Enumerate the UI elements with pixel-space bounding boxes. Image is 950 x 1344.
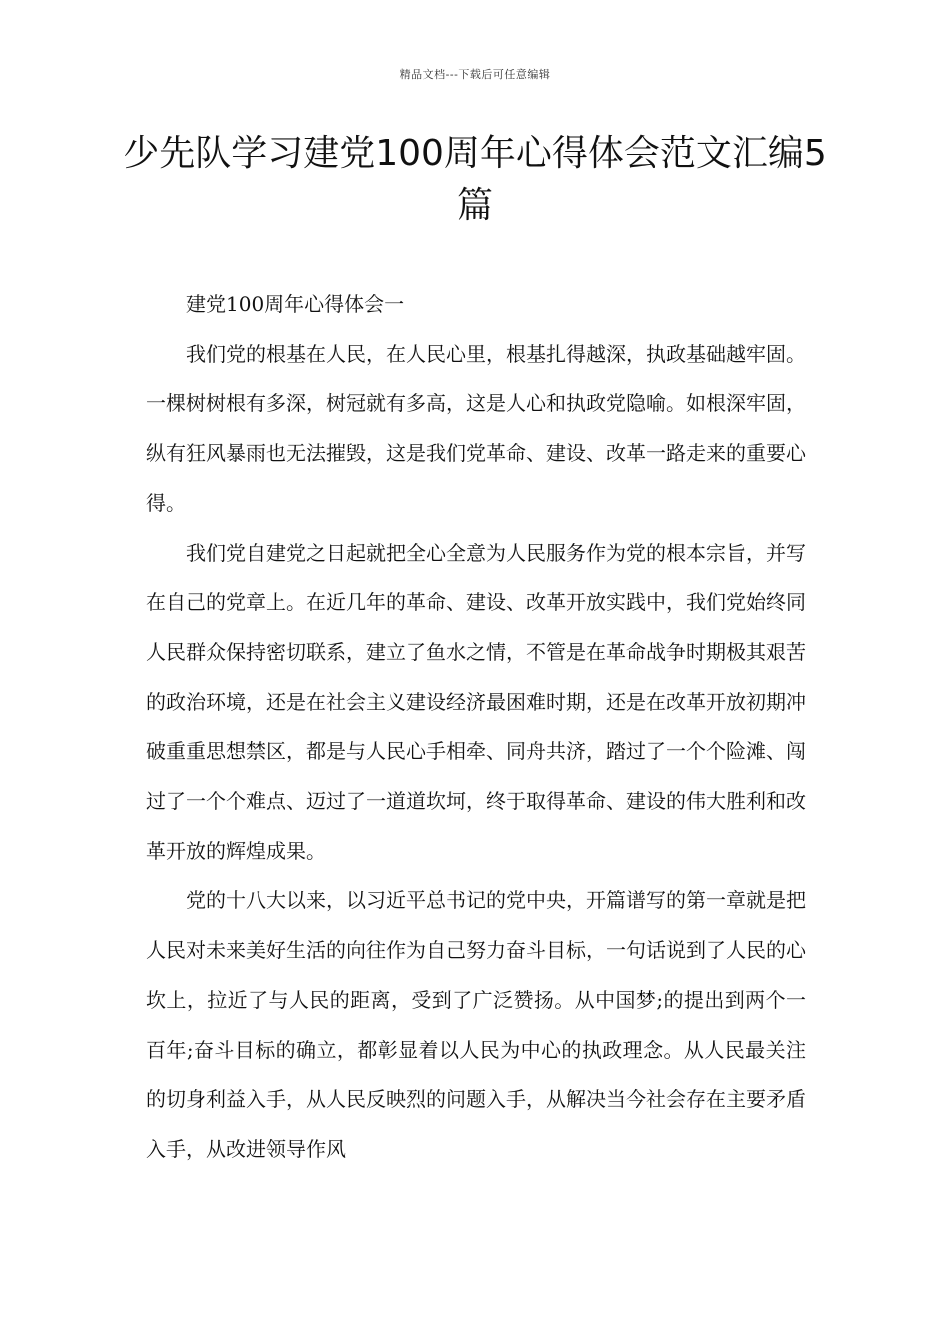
paragraph: 我们党自建党之日起就把全心全意为人民服务作为党的根本宗旨，并写在自己的党章上。在近几年的革命、建设、改革开放实践中，我们党始终同人民群众保持密切联系，建立了鱼水之情，不管是在革命战争时期极其艰苦的政治环境，还是在社会主义建设经济最困难时期，还是在改革开放初期冲破重重思想禁区，都是与人民心手相牵、同舟共济，踏过了一个个险滩、闯过了一个个难点、迈过了一道道坎坷，终于取得革命、建设的伟大胜利和改革开放的辉煌成果。	[146, 540, 806, 863]
document-body	[146, 280, 806, 1175]
document-title: 少先队学习建党100周年心得体会范文汇编5篇	[123, 133, 827, 226]
paragraph: 我们党的根基在人民，在人民心里，根基扎得越深，执政基础越牢固。一棵树树根有多深，树冠就有多高，这是人心和执政党隐喻。如根深牢固，纵有狂风暴雨也无法摧毁，这是我们党革命、建设、改革一路走来的重要心得。	[146, 341, 806, 515]
header-note: 精品文档---下载后可任意编辑	[399, 68, 551, 81]
paragraph: 党的十八大以来，以习近平总书记的党中央，开篇谱写的第一章就是把人民对未来美好生活的向往作为自己努力奋斗目标，一句话说到了人民的心坎上，拉近了与人民的距离，受到了广泛赞扬。从中国梦;的提出到两个一百年;奋斗目标的确立，都彰显着以人民为中心的执政理念。从人民最关注的切身利益入手，从人民反映烈的问题入手，从解决当今社会存在主要矛盾入手，从改进领导作风	[146, 888, 806, 1161]
section-heading: 建党100周年心得体会一	[186, 292, 405, 316]
